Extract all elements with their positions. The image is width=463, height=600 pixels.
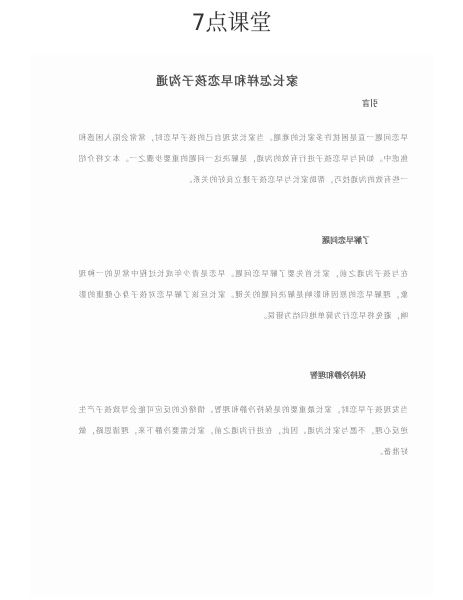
section-paragraph-understand: 在与孩子沟通之前，家长首先要了解早恋问题。早恋是青少年成长过程中常见的一种现象，理解早恋的原因和影响是解决问题的关键。家长应该了解早恋对孩子身心健康的影响，避免将早恋行为简单地归结为错误。 [78,269,408,320]
document-image [30,55,433,595]
section-heading-intro: 引言 [362,99,378,108]
section-heading-calm: 保持冷静和理智 [310,371,366,380]
section-paragraph-intro: 早恋问题一直是困扰许多家长的难题。当家长发现自己的孩子早恋时，常常会陷入困惑和焦虑中。如何与早恋孩子进行有效的沟通，是解决这一问题的重要步骤之一。本文将介绍一些有效的沟通技巧，帮助家长与早恋孩子建立良好的关系。 [78,133,408,184]
section-heading-understand: 了解早恋问题 [322,236,370,245]
section-paragraph-calm: 当发现孩子早恋时，家长最重要的是保持冷静和理智。情绪化的反应可能会导致孩子产生逆反心理，不愿与家长沟通。因此，在进行沟通之前，家长需要冷静下来，理清思路，做好准备。 [78,405,408,456]
document-title: 家长怎样和早恋孩子沟通 [155,74,299,88]
page-caption: 7点课堂 [191,11,272,36]
